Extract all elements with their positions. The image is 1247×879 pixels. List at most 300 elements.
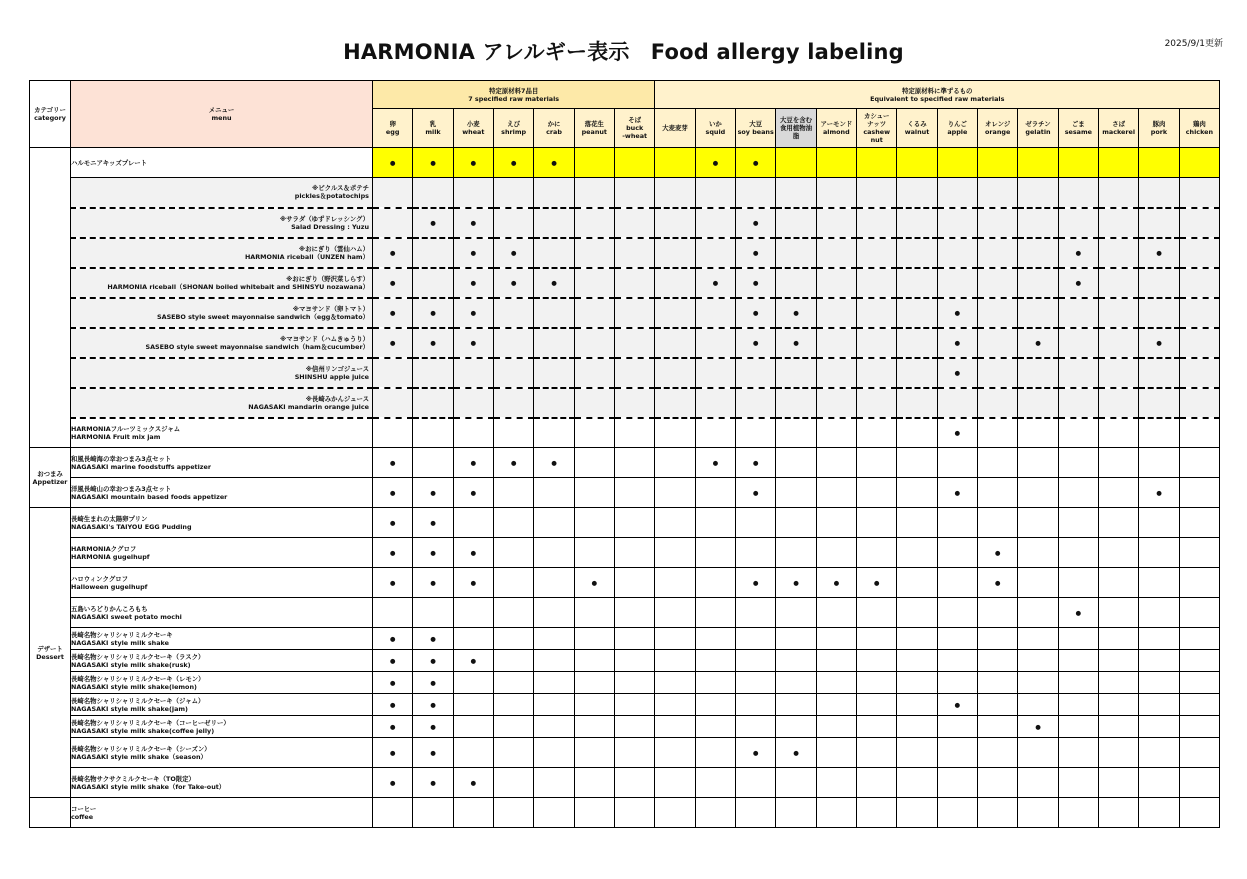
allergen-cell — [816, 798, 856, 828]
allergen-cell — [1018, 298, 1058, 328]
allergen-cell — [736, 388, 776, 418]
allergen-mark: ● — [389, 338, 396, 347]
menu-name-en: NAGASAKI's TAIYOU EGG Pudding — [71, 522, 192, 531]
allergen-cell — [493, 448, 533, 478]
allergen-cell — [776, 738, 816, 768]
allergen-cell — [1018, 716, 1058, 738]
allergen-cell — [776, 178, 816, 208]
menu-cell — [71, 538, 373, 568]
allergen-cell — [373, 568, 413, 598]
allergen-cell — [1098, 508, 1138, 538]
allergen-mark: ● — [430, 218, 436, 227]
allergen-cell — [373, 358, 413, 388]
menu-name-en: NAGASAKI sweet potato mochi — [71, 612, 182, 621]
allergen-cell — [937, 598, 977, 628]
allergen-cell — [1139, 328, 1179, 358]
allergen-cell — [373, 238, 413, 268]
menu-name-ja: 長崎名物シャリシャリミルクセーキ（ジャム） — [71, 696, 205, 705]
menu-cell — [71, 672, 373, 694]
allergen-cell — [373, 694, 413, 716]
allergen-cell — [614, 768, 654, 798]
allergen-cell — [574, 650, 614, 672]
allergen-cell — [413, 672, 453, 694]
allergen-cell — [655, 672, 695, 694]
allergen-cell — [816, 418, 856, 448]
allergen-cell — [1098, 650, 1138, 672]
allergen-cell — [534, 328, 574, 358]
allergen-cell — [816, 598, 856, 628]
allergen-cell — [1139, 178, 1179, 208]
allergen-cell — [857, 568, 897, 598]
allergen-cell — [534, 148, 574, 178]
menu-cell — [71, 208, 373, 238]
allergen-cell — [897, 328, 937, 358]
menu-cell — [71, 798, 373, 828]
allergen-cell — [1058, 238, 1098, 268]
allergen-cell — [574, 568, 614, 598]
allergen-cell — [816, 650, 856, 672]
allergen-cell — [413, 768, 453, 798]
allergen-mark: ● — [430, 488, 436, 497]
allergen-ja: さば — [1112, 120, 1126, 128]
allergen-cell — [1179, 628, 1220, 650]
table-row — [30, 478, 1220, 508]
menu-name-en: NAGASAKI marine foodstuffs appetizer — [71, 462, 212, 471]
allergen-cell — [1018, 694, 1058, 716]
allergen-cell — [857, 148, 897, 178]
allergen-cell — [453, 448, 493, 478]
allergen-cell — [776, 650, 816, 672]
menu-cell — [71, 298, 373, 328]
allergen-cell — [1098, 448, 1138, 478]
category-header — [30, 81, 71, 148]
allergen-cell — [695, 694, 735, 716]
allergen-ja: ごま — [1071, 120, 1085, 128]
allergen-cell — [1098, 388, 1138, 418]
allergen-mark: ● — [752, 218, 759, 227]
allergen-cell — [493, 672, 533, 694]
allergen-en: pork — [1150, 128, 1168, 136]
allergen-en: shrimp — [501, 128, 527, 136]
allergen-cell — [857, 238, 897, 268]
allergen-mark: ● — [389, 678, 396, 687]
allergen-cell — [1058, 208, 1098, 238]
allergen-cell — [897, 694, 937, 716]
allergen-cell — [574, 694, 614, 716]
allergen-cell — [736, 694, 776, 716]
allergen-cell — [857, 328, 897, 358]
allergen-cell — [655, 694, 695, 716]
allergen-cell — [1018, 418, 1058, 448]
allergen-cell — [534, 268, 574, 298]
menu-cell — [71, 328, 373, 358]
menu-name-en: coffee — [71, 812, 94, 821]
allergen-cell — [453, 208, 493, 238]
allergen-cell — [1179, 298, 1220, 328]
allergen-cell — [978, 328, 1018, 358]
menu-name-en: NAGASAKI style milk shake（for Take-out） — [71, 782, 226, 791]
allergen-cell — [695, 238, 735, 268]
allergen-cell — [574, 448, 614, 478]
menu-name-ja: 洋風長崎山の幸おつまみ3点セット — [71, 484, 172, 493]
allergen-cell — [776, 628, 816, 650]
allergen-cell — [534, 178, 574, 208]
allergen-cell — [978, 694, 1018, 716]
allergen-cell — [655, 328, 695, 358]
allergen-header — [534, 109, 574, 148]
allergen-cell — [1098, 568, 1138, 598]
allergen-cell — [776, 418, 816, 448]
allergen-cell — [1098, 538, 1138, 568]
allergen-ja: くるみ — [907, 120, 927, 128]
allergen-cell — [373, 598, 413, 628]
allergen-mark: ● — [510, 248, 517, 257]
menu-name-en: NAGASAKI style milk shake(lemon) — [71, 682, 197, 691]
allergen-cell — [493, 538, 533, 568]
allergen-cell — [453, 178, 493, 208]
allergen-cell — [534, 358, 574, 388]
allergen-cell — [816, 148, 856, 178]
allergen-cell — [736, 268, 776, 298]
group-equivalent-header — [655, 81, 1220, 109]
menu-cell — [71, 268, 373, 298]
allergen-mark: ● — [1156, 338, 1162, 347]
allergen-cell — [736, 798, 776, 828]
menu-name-en: NAGASAKI style milk shake(coffee jelly) — [71, 726, 215, 735]
allergen-cell — [937, 478, 977, 508]
allergen-cell — [1179, 716, 1220, 738]
table-row — [30, 508, 1220, 538]
allergen-cell — [978, 628, 1018, 650]
allergen-mark: ● — [470, 248, 477, 257]
allergen-cell — [776, 478, 816, 508]
allergen-cell — [695, 268, 735, 298]
allergen-mark: ● — [470, 308, 477, 317]
allergen-cell — [574, 298, 614, 328]
allergen-header — [897, 109, 937, 148]
allergen-cell — [655, 628, 695, 650]
allergen-cell — [1098, 418, 1138, 448]
allergen-cell — [1058, 298, 1098, 328]
allergen-cell — [574, 208, 614, 238]
allergen-cell — [614, 716, 654, 738]
allergen-en: apple — [947, 128, 968, 136]
allergen-cell — [453, 738, 493, 768]
allergen-ja: りんご — [947, 120, 967, 128]
allergen-en: almond — [823, 128, 850, 136]
allergen-cell — [1098, 716, 1138, 738]
allergen-cell — [736, 418, 776, 448]
allergen-mark: ● — [1035, 722, 1041, 731]
allergen-cell — [1058, 448, 1098, 478]
allergen-cell — [1058, 716, 1098, 738]
allergen-mark: ● — [430, 338, 436, 347]
allergen-cell — [937, 628, 977, 650]
allergen-cell — [534, 628, 574, 650]
allergen-cell — [1058, 694, 1098, 716]
allergen-cell — [655, 298, 695, 328]
allergen-cell — [614, 418, 654, 448]
allergen-cell — [574, 538, 614, 568]
allergen-mark: ● — [389, 488, 396, 497]
allergen-cell — [1098, 298, 1138, 328]
allergen-cell — [816, 716, 856, 738]
allergen-cell — [1139, 478, 1179, 508]
allergen-cell — [1018, 448, 1058, 478]
menu-cell — [71, 628, 373, 650]
allergen-mark: ● — [1156, 248, 1162, 257]
allergen-cell — [1018, 478, 1058, 508]
allergen-cell — [1098, 238, 1138, 268]
allergen-cell — [897, 716, 937, 738]
allergen-cell — [614, 598, 654, 628]
allergen-cell — [816, 268, 856, 298]
menu-name-en: SHINSHU apple juice — [294, 372, 369, 381]
allergen-cell — [857, 598, 897, 628]
allergen-cell — [413, 148, 453, 178]
menu-name-en: HARMONIA Fruit mix jam — [71, 432, 161, 441]
allergen-cell — [574, 738, 614, 768]
allergen-cell — [857, 298, 897, 328]
allergen-cell — [978, 238, 1018, 268]
allergen-en: sesame — [1064, 128, 1092, 136]
allergen-cell — [655, 716, 695, 738]
allergen-cell — [655, 358, 695, 388]
allergen-cell — [373, 768, 413, 798]
allergen-cell — [695, 418, 735, 448]
allergen-cell — [776, 568, 816, 598]
menu-cell — [71, 738, 373, 768]
allergen-cell — [695, 388, 735, 418]
allergen-cell — [453, 568, 493, 598]
allergen-cell — [978, 148, 1018, 178]
allergen-cell — [695, 568, 735, 598]
allergen-cell — [574, 716, 614, 738]
allergen-cell — [1139, 448, 1179, 478]
allergen-mark: ● — [389, 158, 396, 167]
allergen-cell — [776, 598, 816, 628]
allergen-cell — [534, 798, 574, 828]
allergen-cell — [1139, 418, 1179, 448]
allergen-cell — [897, 268, 937, 298]
allergen-cell — [978, 798, 1018, 828]
allergen-cell — [453, 508, 493, 538]
allergen-cell — [978, 358, 1018, 388]
allergen-mark: ● — [954, 488, 961, 497]
allergen-cell — [776, 798, 816, 828]
allergen-cell — [453, 298, 493, 328]
table-row — [30, 448, 1220, 478]
menu-cell — [71, 568, 373, 598]
allergen-cell — [695, 448, 735, 478]
allergen-header — [493, 109, 533, 148]
menu-cell — [71, 238, 373, 268]
allergen-cell — [816, 328, 856, 358]
allergen-cell — [534, 478, 574, 508]
allergen-cell — [816, 178, 856, 208]
table-row — [30, 298, 1220, 328]
allergen-cell — [776, 694, 816, 716]
allergen-cell — [413, 448, 453, 478]
allergen-cell — [655, 178, 695, 208]
menu-name-ja: ※マヨサンド（ハムきゅうり） — [280, 334, 369, 343]
allergen-cell — [373, 478, 413, 508]
table-row — [30, 388, 1220, 418]
allergen-cell — [413, 268, 453, 298]
allergen-cell — [937, 650, 977, 672]
allergen-cell — [736, 628, 776, 650]
group7-en: 7 specified raw materials — [468, 94, 560, 103]
allergen-cell — [1139, 598, 1179, 628]
menu-name-en: NAGASAKI mandarin orange juice — [248, 402, 369, 411]
allergen-cell — [493, 178, 533, 208]
allergen-cell — [857, 650, 897, 672]
allergen-cell — [1058, 650, 1098, 672]
allergen-cell — [816, 672, 856, 694]
allergen-mark: ● — [752, 338, 759, 347]
allergen-cell — [1179, 672, 1220, 694]
allergen-cell — [413, 508, 453, 538]
allergen-cell — [1139, 568, 1179, 598]
allergen-ja: 大豆を含む 食用植物油 脂 — [780, 116, 812, 140]
allergen-cell — [978, 448, 1018, 478]
allergen-cell — [816, 238, 856, 268]
allergen-cell — [1139, 538, 1179, 568]
allergen-cell — [493, 568, 533, 598]
allergen-cell — [1139, 650, 1179, 672]
allergen-cell — [978, 388, 1018, 418]
allergen-cell — [776, 268, 816, 298]
allergen-cell — [857, 208, 897, 238]
allergen-cell — [534, 418, 574, 448]
allergen-cell — [1058, 628, 1098, 650]
allergen-cell — [655, 238, 695, 268]
allergen-cell — [1058, 178, 1098, 208]
allergen-cell — [937, 298, 977, 328]
table-row — [30, 358, 1220, 388]
allergen-cell — [857, 738, 897, 768]
allergen-cell — [373, 298, 413, 328]
allergen-cell — [574, 358, 614, 388]
allergen-mark: ● — [954, 368, 961, 377]
allergen-cell — [897, 650, 937, 672]
allergen-mark: ● — [712, 278, 719, 287]
allergen-ja: 大麦麦芽 — [662, 124, 688, 132]
allergen-cell — [978, 538, 1018, 568]
menu-cell — [71, 358, 373, 388]
allergen-cell — [857, 478, 897, 508]
allergen-cell — [655, 768, 695, 798]
menu-name-ja: ※長崎みかんジュース — [305, 394, 369, 403]
menu-name-en: HARMONIA gugelhupf — [71, 552, 150, 561]
allergen-cell — [1179, 738, 1220, 768]
allergen-cell — [695, 768, 735, 798]
table-row — [30, 328, 1220, 358]
allergen-cell — [1058, 268, 1098, 298]
allergen-cell — [655, 568, 695, 598]
allergen-cell — [493, 208, 533, 238]
allergen-cell — [1018, 672, 1058, 694]
allergen-mark: ● — [389, 308, 396, 317]
allergen-ja: 小麦 — [466, 120, 480, 128]
menu-name-ja: ハロウィンクグロフ — [71, 574, 129, 583]
allergen-cell — [1179, 328, 1220, 358]
allergen-mark: ● — [1156, 488, 1162, 497]
allergen-cell — [1179, 650, 1220, 672]
allergen-cell — [897, 298, 937, 328]
allergen-header — [614, 109, 654, 148]
allergen-cell — [614, 298, 654, 328]
allergen-cell — [1018, 238, 1058, 268]
allergen-cell — [1098, 694, 1138, 716]
table-row — [30, 650, 1220, 672]
allergen-mark: ● — [430, 548, 436, 557]
category-ja: おつまみ — [37, 469, 63, 478]
allergen-mark: ● — [793, 748, 799, 757]
allergen-mark: ● — [954, 428, 961, 437]
allergen-cell — [1058, 568, 1098, 598]
allergen-mark: ● — [752, 308, 759, 317]
allergen-mark: ● — [389, 778, 396, 787]
menu-name-en: NAGASAKI style milk shake(rusk) — [71, 660, 191, 669]
allergen-cell — [978, 268, 1018, 298]
allergen-cell — [816, 628, 856, 650]
allergen-cell — [1098, 148, 1138, 178]
allergen-cell — [413, 568, 453, 598]
allergen-mark: ● — [430, 778, 436, 787]
menu-name-en: NAGASAKI style milk shake — [71, 638, 169, 647]
allergen-cell — [493, 768, 533, 798]
menu-name-ja: 長崎名物シャリシャリミルクセーキ（ラスク） — [71, 652, 205, 661]
allergen-cell — [897, 508, 937, 538]
allergen-cell — [1179, 478, 1220, 508]
table-row — [30, 148, 1220, 178]
allergen-cell — [373, 268, 413, 298]
category-cell — [30, 508, 71, 798]
allergen-cell — [776, 358, 816, 388]
allergen-mark: ● — [470, 158, 477, 167]
allergen-cell — [857, 798, 897, 828]
allergen-cell — [736, 358, 776, 388]
allergen-cell — [736, 448, 776, 478]
allergen-cell — [574, 598, 614, 628]
allergen-cell — [1139, 298, 1179, 328]
allergen-mark: ● — [551, 458, 557, 467]
allergen-cell — [373, 738, 413, 768]
allergen-cell — [413, 178, 453, 208]
allergen-cell — [493, 738, 533, 768]
allergen-cell — [897, 798, 937, 828]
allergen-cell — [1179, 268, 1220, 298]
allergen-cell — [534, 238, 574, 268]
allergen-cell — [655, 388, 695, 418]
allergen-cell — [453, 798, 493, 828]
table-row — [30, 598, 1220, 628]
allergen-cell — [776, 672, 816, 694]
allergen-cell — [1139, 508, 1179, 538]
allergen-cell — [614, 672, 654, 694]
menu-name-en: NAGASAKI style milk shake（season） — [71, 752, 207, 761]
allergen-mark: ● — [430, 700, 436, 709]
allergen-cell — [493, 598, 533, 628]
allergen-cell — [1139, 208, 1179, 238]
menu-name-en: NAGASAKI mountain based foods appetizer — [71, 492, 228, 501]
allergen-cell — [816, 478, 856, 508]
allergen-cell — [413, 208, 453, 238]
allergen-cell — [857, 694, 897, 716]
allergy-table — [29, 80, 1220, 828]
allergen-mark: ● — [389, 248, 396, 257]
